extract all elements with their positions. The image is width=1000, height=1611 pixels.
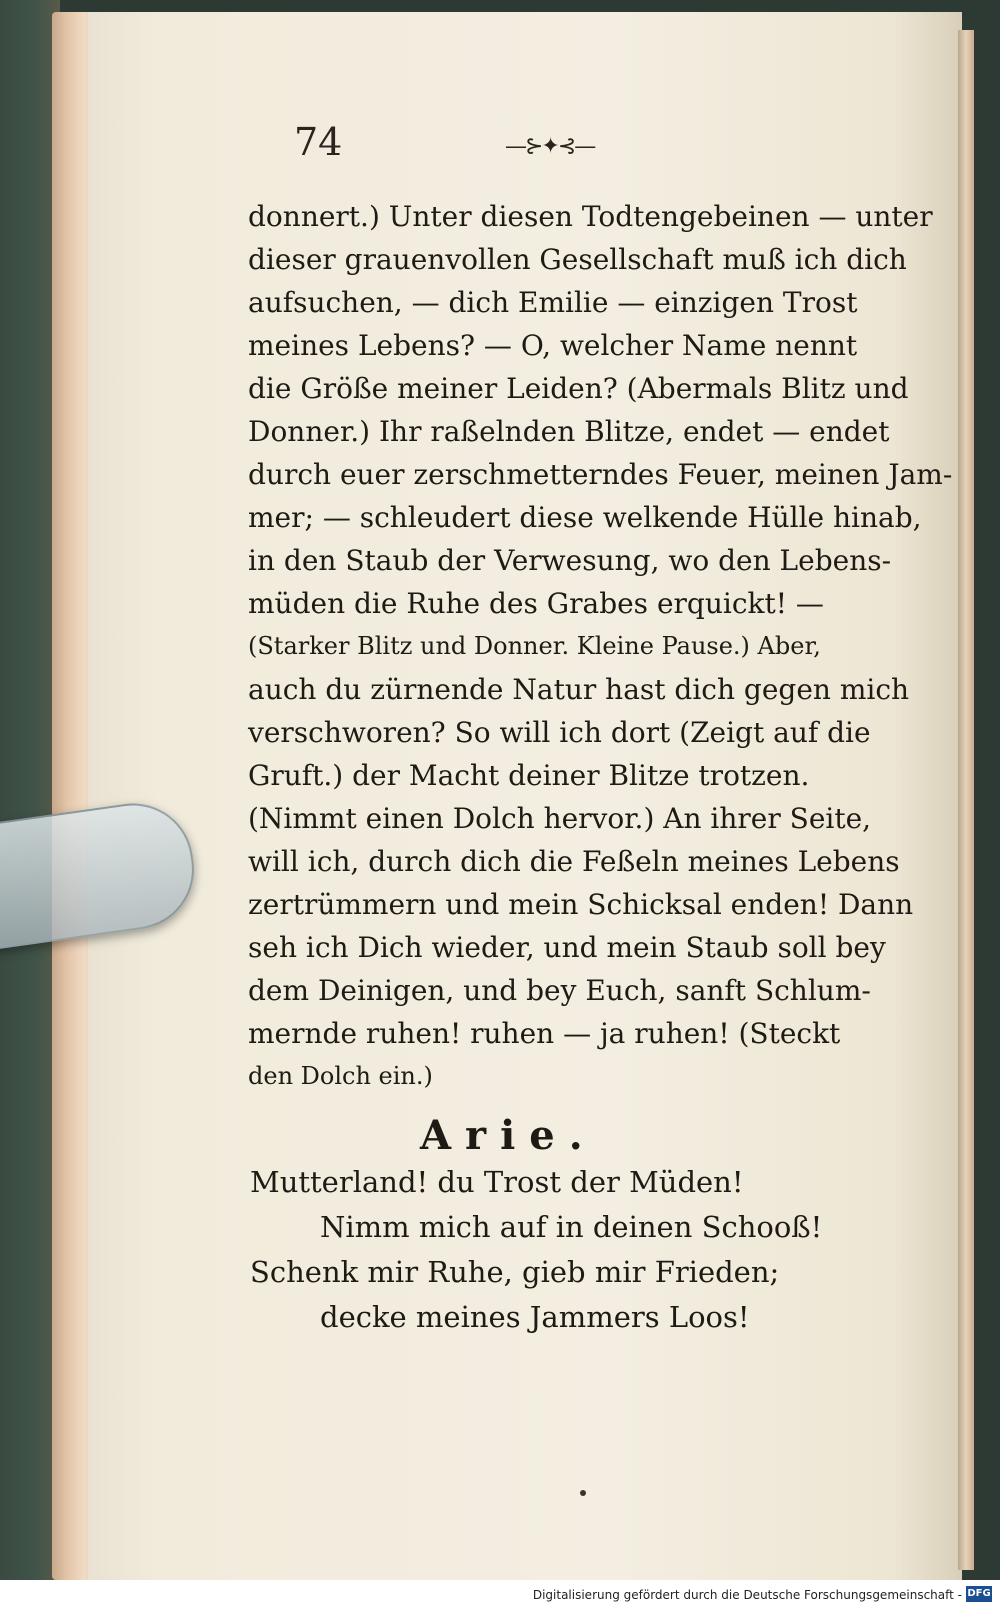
page-speck <box>580 1490 586 1496</box>
funding-credit: Digitalisierung gefördert durch die Deutsche Forschungsgemeinschaft - <box>532 1588 962 1602</box>
text-line: Donner.) Ihr raßelnden Blitze, endet — endet <box>248 415 890 448</box>
text-line: will ich, durch dich die Feßeln meines Lebens <box>248 845 900 878</box>
text-line: mernde ruhen! ruhen — ja ruhen! (Steckt <box>248 1017 841 1050</box>
text-line: in den Staub der Verwesung, wo den Lebens- <box>248 544 892 577</box>
text-line: donnert.) Unter diesen Todtengebeinen — unter <box>248 200 933 233</box>
section-heading: Arie. <box>420 1112 597 1159</box>
text-line: zertrümmern und mein Schicksal enden! Dann <box>248 888 914 921</box>
book-binding-edge <box>0 0 60 1611</box>
verse-block <box>250 1160 850 1340</box>
verse-line: decke meines Jammers Loos! <box>320 1300 750 1334</box>
text-line: dem Deinigen, und bey Euch, sanft Schlum- <box>248 974 871 1007</box>
verse-line: Mutterland! du Trost der Müden! <box>250 1165 744 1199</box>
text-line: seh ich Dich wieder, und mein Staub soll bey <box>248 931 886 964</box>
verse-line: Nimm mich auf in deinen Schooß! <box>320 1210 823 1244</box>
page-number: 74 <box>294 120 343 164</box>
dfg-logo: DFG <box>966 1586 992 1602</box>
body-text <box>248 195 953 1098</box>
text-line: auch du zürnende Natur hast dich gegen mich <box>248 673 910 706</box>
text-line: durch euer zerschmetterndes Feuer, meinen Jam- <box>248 458 953 491</box>
text-line: mer; — schleudert diese welkende Hülle hinab, <box>248 501 922 534</box>
text-line: dieser grauenvollen Gesellschaft muß ich dich <box>248 243 907 276</box>
verse-line: Schenk mir Ruhe, gieb mir Frieden; <box>250 1255 780 1289</box>
page-right-edge <box>958 30 974 1570</box>
text-line: müden die Ruhe des Grabes erquickt! — <box>248 587 824 620</box>
text-line: meines Lebens? — O, welcher Name nennt <box>248 329 858 362</box>
text-line: verschworen? So will ich dort (Zeigt auf die <box>248 716 871 749</box>
header-ornament: —⊱✦⊰— <box>505 134 595 159</box>
page-stack-edge <box>52 12 92 1580</box>
text-line: die Größe meiner Leiden? (Abermals Blitz und <box>248 372 909 405</box>
text-line: (Starker Blitz und Donner. Kleine Pause.) Aber, <box>248 632 821 660</box>
text-line: Gruft.) der Macht deiner Blitze trotzen. <box>248 759 810 792</box>
text-line: (Nimmt einen Dolch hervor.) An ihrer Seite, <box>248 802 872 835</box>
text-line: den Dolch ein.) <box>248 1062 433 1090</box>
footer-bar <box>0 1580 1000 1611</box>
text-line: aufsuchen, — dich Emilie — einzigen Trost <box>248 286 858 319</box>
